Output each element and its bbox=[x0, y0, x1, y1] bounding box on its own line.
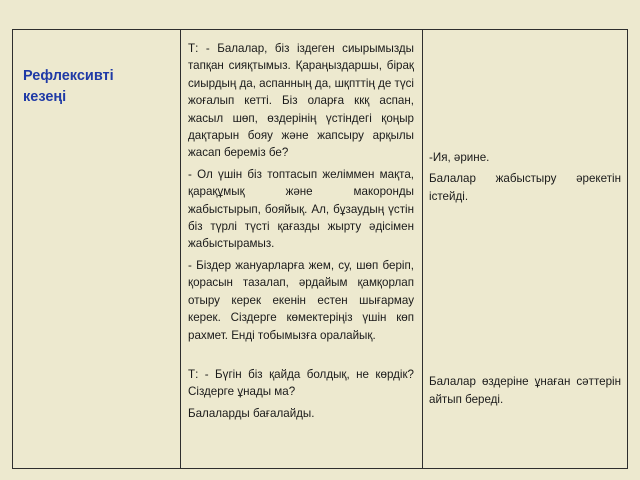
pupil-activity-cell bbox=[423, 30, 628, 469]
pupil-answer-3: Балалар өздеріне ұнаған сәттерін айтып береді. bbox=[429, 375, 621, 406]
pupil-answer-1: -Ия, әрине. bbox=[429, 151, 490, 164]
teacher-paragraph-2: - Ол үшін біз топтасып желіммен мақта, қарақұмық және макоронды жабыстырып, бояйық. Ал, бұзаудың үстін біз түрлі түсті қағазды жырту әдісімен жабыстырамыз. bbox=[188, 167, 414, 251]
stage-title-line2: кезеңі bbox=[23, 89, 67, 105]
stage-title-line1: Рефлексивті bbox=[23, 68, 114, 84]
teacher-paragraph-5: Балаларды бағалайды. bbox=[188, 406, 315, 420]
teacher-paragraph-1: Т: - Балалар, біз іздеген сиырымызды тапқан сияқтымыз. Қараңыздаршы, бірақ сиырдың да, аспанның да, шқпттің де түсі жоғалып кетті. Біз оларға ккқ аспан, жасыл шөп, өздерінің үстіндегі қоңыр дақтарын бояу және жапсыру арқылы жасап береміз бе? bbox=[188, 42, 414, 160]
table-row bbox=[13, 30, 628, 469]
stage-cell bbox=[13, 30, 181, 469]
teacher-paragraph-3: - Біздер жануарларға жем, су, шөп беріп, қорасын тазалап, әрдайым қамқорлап отыру керек екенін естен шығармау керек. Сіздерге көмектеріңіз үшін көп рахмет. Енді тобымызға оралайық. bbox=[188, 258, 414, 342]
teacher-activity-cell bbox=[181, 30, 423, 469]
pupil-answer-2: Балалар жабыстыру әрекетін істейді. bbox=[429, 172, 621, 203]
teacher-paragraph-4: Т: - Бүгін біз қайда болдық, не көрдік? Сіздерге ұнады ма? bbox=[188, 367, 414, 399]
paragraph-spacer bbox=[188, 348, 414, 366]
lesson-table bbox=[12, 29, 628, 469]
